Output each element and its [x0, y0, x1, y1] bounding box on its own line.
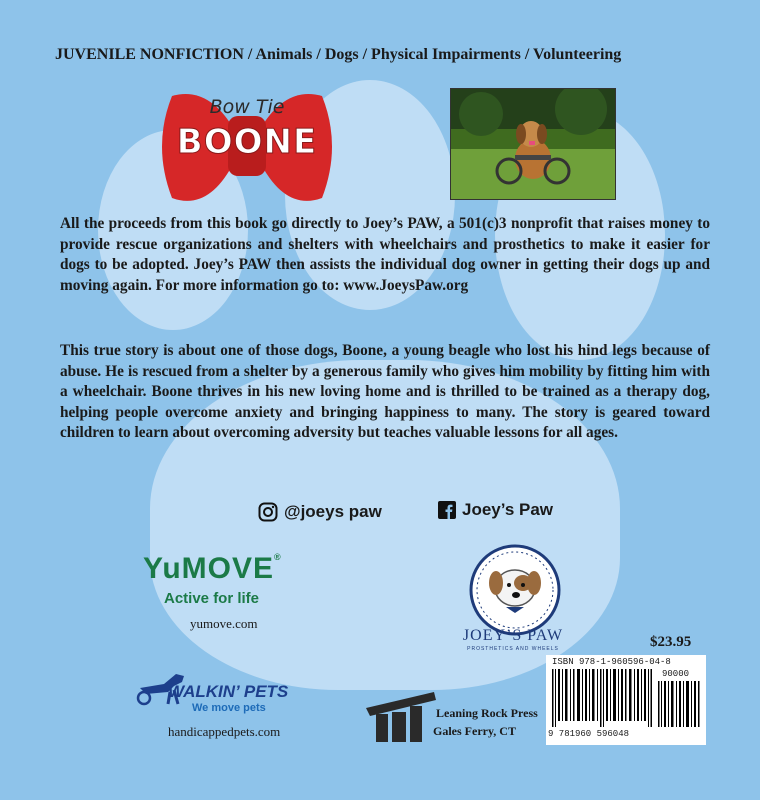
walkin-pets-tagline: We move pets [192, 702, 266, 714]
yumove-tagline: Active for life [164, 590, 260, 607]
press-name: Leaning Rock Press [436, 706, 538, 720]
barcode-bars [552, 669, 652, 727]
dog-wheelchair-photo [450, 88, 616, 200]
joeys-paw-subtitle: PROSTHETICS AND WHEELS [467, 646, 559, 652]
yumove-logo [143, 552, 282, 586]
bow-tie-logo [152, 86, 342, 206]
logo-small-text: Bow Tie [209, 96, 285, 118]
yumove-mark: ® [274, 552, 282, 562]
isbn-text: ISBN 978-1-960596-04-8 [552, 657, 671, 667]
yumove-url: yumove.com [190, 616, 258, 631]
joeys-paw-name: JOEY’S PAW [462, 627, 564, 644]
joeys-paw-logo [468, 543, 562, 637]
leaning-rock-icon [366, 688, 438, 743]
story-paragraph: This true story is about one of those dogs, Boone, a young beagle who lost his hind legs because of abuse. He is rescued from a shelter by a generous family who gives him mobility by fitting him with a wheelchair. Boone thrives in his new loving home and is thrilled to be trained as a therapy dog, helping people overcome anxiety and bringing happiness to many. The story is geared toward children to learn about overcoming adversity but teaches valuable lessons for all ages. [60, 342, 710, 441]
instagram-icon [258, 502, 278, 522]
category-line: JUVENILE NONFICTION / Animals / Dogs / Physical Impairments / Volunteering [55, 46, 622, 63]
facebook-label: Joey’s Paw [462, 500, 554, 519]
walkin-pets-name: WALKIN’ PETS [168, 682, 289, 701]
press-location: Gales Ferry, CT [433, 724, 516, 738]
barcode-number: 9 781960 596048 [548, 729, 630, 739]
facebook-icon [438, 501, 456, 519]
walkin-pets-url: handicappedpets.com [168, 724, 281, 739]
nonprofit-paragraph: All the proceeds from this book go directly to Joey’s PAW, a 501(c)3 nonprofit that raises money to provide rescue organizations and shelters with wheelchairs and prosthetics to make it easier for dogs to be adopted. Joey’s PAW then assists the individual dog owner in getting their dogs up and moving again. For more information go to: www.JoeysPaw.org [60, 215, 710, 294]
yumove-name: YuMOVE [143, 552, 275, 585]
logo-main-text: BOONE [176, 122, 318, 162]
instagram-label: @joeys paw [284, 502, 382, 521]
isbn-barcode [546, 655, 706, 745]
facebook-handle [438, 500, 553, 520]
addon-bars [658, 681, 700, 727]
barcode-addon: 90000 [662, 669, 690, 679]
instagram-handle [258, 502, 382, 522]
price: $23.95 [650, 634, 692, 650]
